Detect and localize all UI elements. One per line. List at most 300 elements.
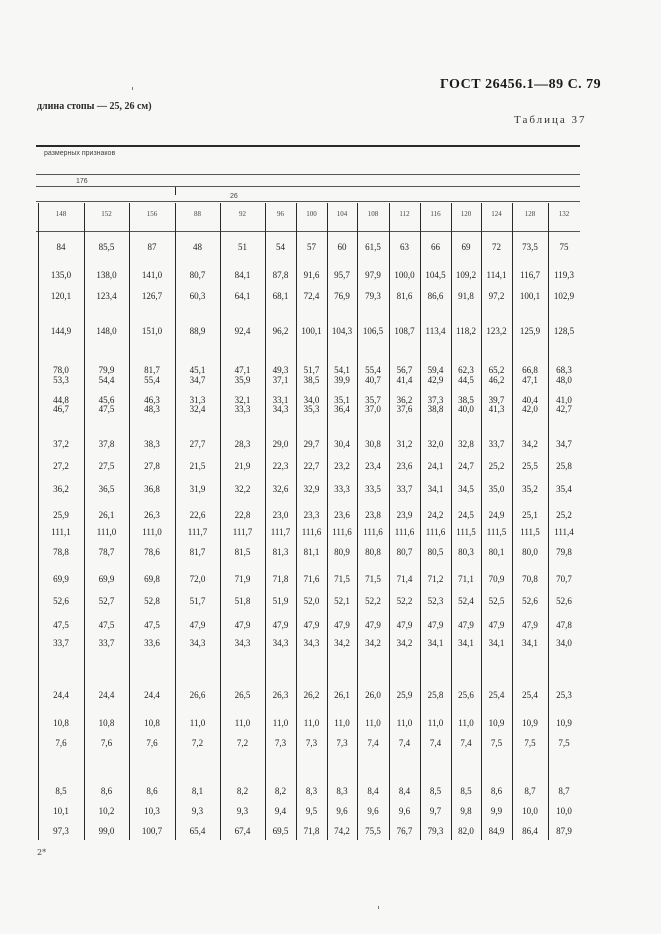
header-rule-3 [36, 201, 580, 202]
table-cell: 71,6 [303, 574, 320, 584]
table-cell: 32,6 [272, 484, 289, 494]
table-cell: 25,6 [458, 690, 474, 700]
table-cell: 32,8 [458, 439, 474, 449]
table-cell: 111,6 [332, 527, 352, 537]
table-cell: 54 [276, 242, 285, 252]
table-cell: 11,0 [272, 718, 289, 728]
table-cell: 41,4 [396, 375, 413, 385]
table-cell: 81,6 [396, 291, 413, 301]
table-cell: 7,5 [558, 738, 570, 748]
table-cell: 7,5 [524, 738, 536, 748]
table-cell: 30,8 [365, 439, 381, 449]
table-cell: 87,9 [556, 826, 572, 836]
table-caption: размерных признаков [44, 150, 116, 157]
table-cell: 9,4 [274, 806, 287, 816]
table-cell: 111,6 [363, 527, 383, 537]
table-cell: 118,2 [456, 326, 476, 336]
table-cell: 35,1 [334, 395, 350, 405]
table-cell: 62,3 [458, 365, 474, 375]
table-cell: 39,7 [488, 395, 505, 405]
table-cell: 68,3 [556, 365, 572, 375]
table-cell: 79,3 [365, 291, 381, 301]
table-cell: 24,7 [458, 461, 474, 471]
table-cell: 34,0 [556, 638, 572, 648]
table-cell: 47,9 [488, 620, 505, 630]
table-cell: 55,4 [365, 365, 381, 375]
table-cell: 109,2 [455, 270, 477, 280]
table-cell: 60 [337, 242, 347, 252]
table-cell: 22,6 [189, 510, 206, 520]
table-cell: 34,1 [427, 638, 444, 648]
scan-mark [132, 87, 133, 90]
column-header: 148 [55, 210, 67, 218]
table-cell: 68,1 [272, 291, 289, 301]
table-cell: 47,9 [303, 620, 320, 630]
table-cell: 69,9 [53, 574, 69, 584]
page-signature: 2* [37, 848, 47, 857]
table-cell: 42,9 [427, 375, 444, 385]
table-cell: 116,7 [520, 270, 540, 280]
table-cell: 7,4 [367, 738, 379, 748]
table-cell: 21,9 [234, 461, 251, 471]
table-cell: 106,5 [362, 326, 384, 336]
table-cell: 80,5 [427, 547, 444, 557]
table-cell: 10,8 [98, 718, 115, 728]
table-cell: 8,5 [460, 786, 472, 796]
table-cell: 8,4 [398, 786, 411, 796]
table-cell: 111,0 [142, 527, 162, 537]
table-cell: 80,3 [458, 547, 474, 557]
table-cell: 27,8 [144, 461, 160, 471]
table-cell: 40,7 [365, 375, 381, 385]
table-cell: 111,1 [51, 527, 71, 537]
table-cell: 47,1 [234, 365, 251, 375]
table-cell: 31,3 [189, 395, 206, 405]
table-cell: 47,9 [458, 620, 474, 630]
table-cell: 81,3 [272, 547, 289, 557]
table-cell: 34,3 [234, 638, 251, 648]
table-cell: 27,2 [53, 461, 69, 471]
table-cell: 8,5 [55, 786, 67, 796]
column-header: 156 [146, 210, 158, 218]
table-cell: 125,9 [519, 326, 541, 336]
table-cell: 63 [400, 242, 409, 252]
table-cell: 23,0 [272, 510, 289, 520]
table-cell: 25,2 [488, 461, 505, 471]
table-cell: 42,7 [556, 404, 572, 414]
table-cell: 23,8 [365, 510, 381, 520]
table-cell: 84,9 [488, 826, 505, 836]
table-cell: 44,5 [458, 375, 474, 385]
table-cell: 111,6 [301, 527, 322, 537]
table-cell: 84,1 [234, 270, 251, 280]
table-cell: 70,9 [488, 574, 505, 584]
table-cell: 10,9 [522, 718, 538, 728]
table-cell: 46,2 [488, 375, 505, 385]
table-cell: 52,2 [365, 596, 381, 606]
table-cell: 49,3 [272, 365, 289, 375]
table-cell: 10,3 [144, 806, 160, 816]
table-cell: 47,5 [144, 620, 160, 630]
column-header: 152 [101, 210, 112, 218]
table-cell: 36,5 [98, 484, 115, 494]
table-cell: 78,6 [144, 547, 160, 557]
table-cell: 81,1 [303, 547, 320, 557]
table-cell: 34,1 [427, 484, 444, 494]
table-cell: 25,8 [427, 690, 444, 700]
table-cell: 34,3 [303, 638, 320, 648]
table-cell: 39,9 [334, 375, 350, 385]
table-cell: 36,2 [53, 484, 69, 494]
table-cell: 7,3 [274, 738, 287, 748]
table-cell: 81,7 [144, 365, 160, 375]
table-cell: 35,9 [234, 375, 251, 385]
table-cell: 27,5 [98, 461, 115, 471]
table-cell: 41,3 [488, 404, 505, 414]
column-header: 108 [367, 210, 379, 218]
table-cell: 25,2 [556, 510, 572, 520]
table-cell: 46,3 [144, 395, 160, 405]
table-cell: 65,4 [189, 826, 206, 836]
table-cell: 111,5 [520, 527, 540, 537]
table-cell: 10,1 [53, 806, 69, 816]
table-cell: 75 [559, 242, 569, 252]
table-cell: 111,7 [187, 527, 208, 537]
table-cell: 8,3 [305, 786, 318, 796]
table-cell: 37,8 [98, 439, 115, 449]
table-cell: 51 [238, 242, 247, 252]
table-cell: 47,9 [396, 620, 413, 630]
table-cell: 31,2 [396, 439, 413, 449]
table-cell: 102,9 [553, 291, 575, 301]
table-cell: 7,4 [460, 738, 472, 748]
table-cell: 71,4 [396, 574, 413, 584]
table-cell: 24,5 [458, 510, 474, 520]
table-cell: 71,5 [334, 574, 350, 584]
table-cell: 111,4 [554, 527, 574, 537]
column-header: 104 [336, 210, 348, 218]
table-cell: 23,9 [396, 510, 413, 520]
table-cell: 8,4 [367, 786, 379, 796]
table-cell: 123,4 [96, 291, 117, 301]
table-cell: 45,1 [189, 365, 206, 375]
table-cell: 8,7 [558, 786, 570, 796]
table-cell: 81,5 [234, 547, 251, 557]
table-cell: 56,7 [396, 365, 413, 375]
table-cell: 7,4 [429, 738, 442, 748]
table-cell: 54,1 [334, 365, 350, 375]
column-header: 112 [399, 210, 410, 218]
table-cell: 80,7 [189, 270, 206, 280]
table-cell: 47,5 [98, 404, 115, 414]
table-cell: 69 [461, 242, 471, 252]
table-cell: 26,0 [365, 690, 381, 700]
table-cell: 47,8 [556, 620, 572, 630]
table-cell: 34,1 [488, 638, 505, 648]
table-cell: 71,8 [303, 826, 320, 836]
table-cell: 25,8 [556, 461, 572, 471]
table-cell: 47,9 [272, 620, 289, 630]
group-divider [175, 187, 176, 195]
table-cell: 148,0 [96, 326, 117, 336]
table-cell: 11,0 [303, 718, 320, 728]
table-cell: 8,2 [274, 786, 287, 796]
table-cell: 25,1 [522, 510, 538, 520]
table-cell: 35,0 [488, 484, 505, 494]
table-cell: 33,7 [98, 638, 115, 648]
table-cell: 38,8 [427, 404, 444, 414]
table-cell: 99,0 [98, 826, 115, 836]
table-cell: 92,4 [234, 326, 251, 336]
table-cell: 34,2 [365, 638, 381, 648]
table-cell: 11,0 [458, 718, 474, 728]
table-cell: 59,4 [427, 365, 444, 375]
table-number: Таблица 37 [514, 114, 587, 126]
table-cell: 10,2 [98, 806, 115, 816]
table-cell: 42,0 [522, 404, 538, 414]
table-cell: 23,3 [303, 510, 320, 520]
table-cell: 86,6 [427, 291, 444, 301]
table-cell: 22,7 [303, 461, 320, 471]
table-cell: 72,0 [189, 574, 206, 584]
table-cell: 33,3 [234, 404, 251, 414]
table-cell: 73,5 [522, 242, 538, 252]
table-cell: 123,2 [486, 326, 507, 336]
table-cell: 10,8 [53, 718, 69, 728]
table-cell: 26,3 [144, 510, 160, 520]
table-cell: 11,0 [334, 718, 350, 728]
table-cell: 52,7 [98, 596, 115, 606]
table-cell: 111,7 [270, 527, 291, 537]
table-cell: 38,5 [303, 375, 320, 385]
table-cell: 37,1 [272, 375, 289, 385]
table-cell: 22,8 [234, 510, 251, 520]
table-cell: 32,9 [303, 484, 320, 494]
table-cell: 69,8 [144, 574, 160, 584]
table-cell: 7,5 [490, 738, 503, 748]
table-cell: 8,2 [236, 786, 249, 796]
table-cell: 45,6 [98, 395, 115, 405]
table-cell: 36,2 [396, 395, 413, 405]
table-cell: 8,1 [191, 786, 204, 796]
column-header: 88 [194, 210, 201, 218]
header-rule-1 [36, 174, 580, 175]
table-cell: 23,6 [396, 461, 413, 471]
table-cell: 24,4 [53, 690, 69, 700]
table-cell: 111,6 [425, 527, 446, 537]
group-label-height: 176 [76, 178, 88, 185]
table-cell: 25,9 [396, 690, 413, 700]
table-cell: 55,4 [144, 375, 160, 385]
column-header: 92 [239, 210, 246, 218]
table-cell: 38,5 [458, 395, 474, 405]
table-cell: 71,5 [365, 574, 381, 584]
table-cell: 47,9 [189, 620, 206, 630]
table-cell: 71,8 [272, 574, 289, 584]
table-cell: 52,8 [144, 596, 160, 606]
table-cell: 79,9 [98, 365, 115, 375]
table-cell: 7,6 [55, 738, 67, 748]
table-cell: 46,7 [53, 404, 69, 414]
table-cell: 33,7 [53, 638, 69, 648]
table-cell: 70,8 [522, 574, 538, 584]
table-cell: 11,0 [427, 718, 444, 728]
table-cell: 9,6 [367, 806, 379, 816]
table-cell: 37,3 [427, 395, 444, 405]
table-cell: 80,7 [396, 547, 413, 557]
table-cell: 8,6 [490, 786, 503, 796]
table-cell: 111,7 [232, 527, 253, 537]
table-cell: 66 [431, 242, 440, 252]
table-cell: 24,2 [427, 510, 444, 520]
table-cell: 25,3 [556, 690, 572, 700]
table-cell: 34,0 [303, 395, 320, 405]
table-cell: 97,2 [488, 291, 505, 301]
table-cell: 34,3 [272, 638, 289, 648]
table-cell: 53,3 [53, 375, 69, 385]
table-cell: 84 [56, 242, 66, 252]
table-cell: 26,2 [303, 690, 320, 700]
table-cell: 87 [147, 242, 157, 252]
table-cell: 87,8 [272, 270, 289, 280]
table-cell: 8,3 [336, 786, 348, 796]
table-cell: 7,6 [100, 738, 113, 748]
table-cell: 7,6 [146, 738, 158, 748]
table-cell: 78,7 [98, 547, 115, 557]
group-label-foot: 26 [230, 193, 238, 200]
table-cell: 76,9 [334, 291, 350, 301]
table-cell: 88,9 [189, 326, 206, 336]
table-cell: 34,1 [458, 638, 474, 648]
table-cell: 95,7 [334, 270, 350, 280]
table-cell: 33,7 [488, 439, 505, 449]
table-cell: 100,1 [301, 326, 322, 336]
table-cell: 69,5 [272, 826, 289, 836]
table-cell: 138,0 [96, 270, 117, 280]
table-cell: 135,0 [50, 270, 72, 280]
table-cell: 25,5 [522, 461, 538, 471]
table-cell: 34,3 [272, 404, 289, 414]
table-cell: 52,6 [522, 596, 538, 606]
table-cell: 48,3 [144, 404, 160, 414]
table-cell: 38,3 [144, 439, 160, 449]
table-cell: 47,9 [334, 620, 350, 630]
table-cell: 104,5 [425, 270, 446, 280]
table-cell: 113,4 [425, 326, 446, 336]
table-cell: 65,2 [488, 365, 505, 375]
column-header: 132 [558, 210, 570, 218]
table-cell: 97,9 [365, 270, 381, 280]
table-cell: 25,4 [522, 690, 538, 700]
table-cell: 27,7 [189, 439, 206, 449]
table-cell: 74,2 [334, 826, 350, 836]
table-cell: 81,7 [189, 547, 206, 557]
table-cell: 28,3 [234, 439, 251, 449]
table-cell: 114,1 [486, 270, 507, 280]
table-cell: 10,8 [144, 718, 160, 728]
table-cell: 32,1 [234, 395, 251, 405]
table-cell: 33,5 [365, 484, 381, 494]
table-cell: 40,4 [522, 395, 538, 405]
table-cell: 47,5 [53, 620, 69, 630]
table-cell: 7,2 [191, 738, 204, 748]
table-cell: 80,0 [522, 547, 538, 557]
table-cell: 8,5 [429, 786, 442, 796]
table-cell: 11,0 [234, 718, 251, 728]
table-cell: 72 [492, 242, 501, 252]
table-cell: 23,2 [334, 461, 350, 471]
table-cell: 78,8 [53, 547, 69, 557]
table-cell: 97,3 [53, 826, 69, 836]
table-cell: 67,4 [234, 826, 251, 836]
table-cell: 32,0 [427, 439, 444, 449]
table-cell: 48,0 [556, 375, 572, 385]
table-cell: 26,6 [189, 690, 206, 700]
table-cell: 52,0 [303, 596, 320, 606]
table-cell: 9,6 [398, 806, 411, 816]
table-cell: 96,2 [272, 326, 289, 336]
table-cell: 51,7 [303, 365, 320, 375]
table-cell: 23,6 [334, 510, 350, 520]
table-cell: 52,6 [556, 596, 572, 606]
table-cell: 37,6 [396, 404, 413, 414]
table-cell: 57 [307, 242, 316, 252]
table-cell: 26,1 [98, 510, 115, 520]
table-cell: 21,5 [189, 461, 206, 471]
table-cell: 61,5 [365, 242, 381, 252]
table-cell: 24,4 [98, 690, 115, 700]
table-cell: 37,2 [53, 439, 69, 449]
table-cell: 47,9 [234, 620, 251, 630]
table-cell: 22,3 [272, 461, 289, 471]
table-cell: 41,0 [556, 395, 572, 405]
standard-reference: ГОСТ 26456.1—89 С. 79 [440, 77, 602, 92]
column-header: 96 [277, 210, 284, 218]
table-cell: 126,7 [141, 291, 163, 301]
table-cell: 34,7 [556, 439, 572, 449]
table-cell: 7,3 [336, 738, 348, 748]
table-cell: 7,2 [236, 738, 249, 748]
table-cell: 111,0 [96, 527, 117, 537]
table-cell: 29,7 [303, 439, 320, 449]
table-cell: 70,7 [556, 574, 572, 584]
table-cell: 34,2 [334, 638, 350, 648]
table-cell: 47,9 [427, 620, 444, 630]
table-cell: 100,7 [141, 826, 163, 836]
table-cell: 69,9 [98, 574, 115, 584]
table-cell: 24,9 [488, 510, 505, 520]
table-cell: 8,7 [524, 786, 536, 796]
table-cell: 34,2 [396, 638, 413, 648]
table-cell: 30,4 [334, 439, 350, 449]
table-cell: 111,5 [486, 527, 507, 537]
table-cell: 85,5 [98, 242, 115, 252]
table-cell: 47,9 [522, 620, 538, 630]
table-cell: 35,2 [522, 484, 538, 494]
table-cell: 76,7 [396, 826, 413, 836]
column-header: 120 [460, 210, 472, 218]
table-cell: 9,5 [305, 806, 318, 816]
table-cell: 25,4 [488, 690, 505, 700]
table-cell: 8,6 [146, 786, 158, 796]
table-cell: 80,1 [488, 547, 505, 557]
table-cell: 34,3 [189, 638, 206, 648]
table-subtitle: длина стопы — 25, 26 см) [37, 101, 152, 112]
table-cell: 7,4 [398, 738, 411, 748]
table-cell: 60,3 [189, 291, 206, 301]
table-cell: 29,0 [272, 439, 289, 449]
table-cell: 35,3 [303, 404, 320, 414]
